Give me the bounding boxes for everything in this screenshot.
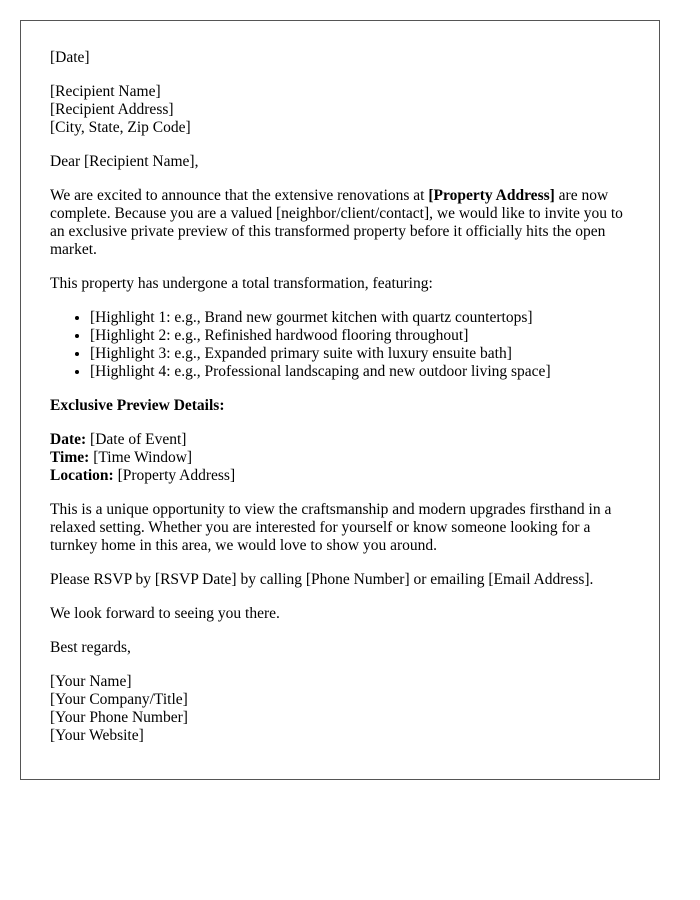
highlight-item-3: • [Highlight 3: e.g., Expanded primary suite with luxury ensuite bath] <box>90 345 640 363</box>
recipient-city-state-zip: [City, State, Zip Code] <box>50 119 191 136</box>
features-intro: This property has undergone a total transformation, featuring: <box>50 275 433 292</box>
letter-date: [Date] <box>50 49 90 66</box>
intro-property-address: [Property Address] <box>428 187 555 204</box>
salutation: Dear [Recipient Name], <box>50 153 199 170</box>
rsvp-paragraph: Please RSVP by [RSVP Date] by calling [Phone Number] or emailing [Email Address]. <box>50 571 594 588</box>
signoff: Best regards, <box>50 639 131 656</box>
detail-location-value: [Property Address] <box>113 467 236 484</box>
signature-block <box>50 673 640 745</box>
intro-paragraph <box>50 187 640 259</box>
signature-name: [Your Name] <box>50 673 132 690</box>
intro-part2: are now complete. Because you are a valued [neighbor/client/contact], we would like to invite you to an exclusive private preview of this transformed property before it officially hits the open market. <box>50 187 623 258</box>
intro-part1: We are excited to announce that the extensive renovations at <box>50 187 429 204</box>
detail-time-value: [Time Window] <box>89 449 193 466</box>
recipient-block <box>50 83 640 137</box>
highlight-item-4: • [Highlight 4: e.g., Professional landscaping and new outdoor living space] <box>90 363 640 381</box>
signature-company-title: [Your Company/Title] <box>50 691 188 708</box>
signature-phone: [Your Phone Number] <box>50 709 188 726</box>
detail-location-label: Location: <box>50 467 114 484</box>
letter-body <box>50 49 640 761</box>
detail-time-label: Time: <box>50 449 90 466</box>
letter-page <box>20 20 660 780</box>
highlight-item-2: • [Highlight 2: e.g., Refinished hardwood flooring throughout] <box>90 327 640 345</box>
closing-line: We look forward to seeing you there. <box>50 605 280 622</box>
signature-website: [Your Website] <box>50 727 144 744</box>
detail-date-value: [Date of Event] <box>86 431 187 448</box>
recipient-name: [Recipient Name] <box>50 83 161 100</box>
recipient-address: [Recipient Address] <box>50 101 174 118</box>
opportunity-paragraph: This is a unique opportunity to view the craftsmanship and modern upgrades firsthand in a relaxed setting. Whether you are interested for yourself or know someone looking for a turnkey home in this area, we would love to show you around. <box>50 501 612 554</box>
preview-details <box>50 431 640 485</box>
highlight-item-1: • [Highlight 1: e.g., Brand new gourmet kitchen with quartz countertops] <box>90 309 640 327</box>
preview-heading: Exclusive Preview Details: <box>50 397 225 414</box>
highlights-list <box>50 309 640 381</box>
detail-date-label: Date: <box>50 431 87 448</box>
